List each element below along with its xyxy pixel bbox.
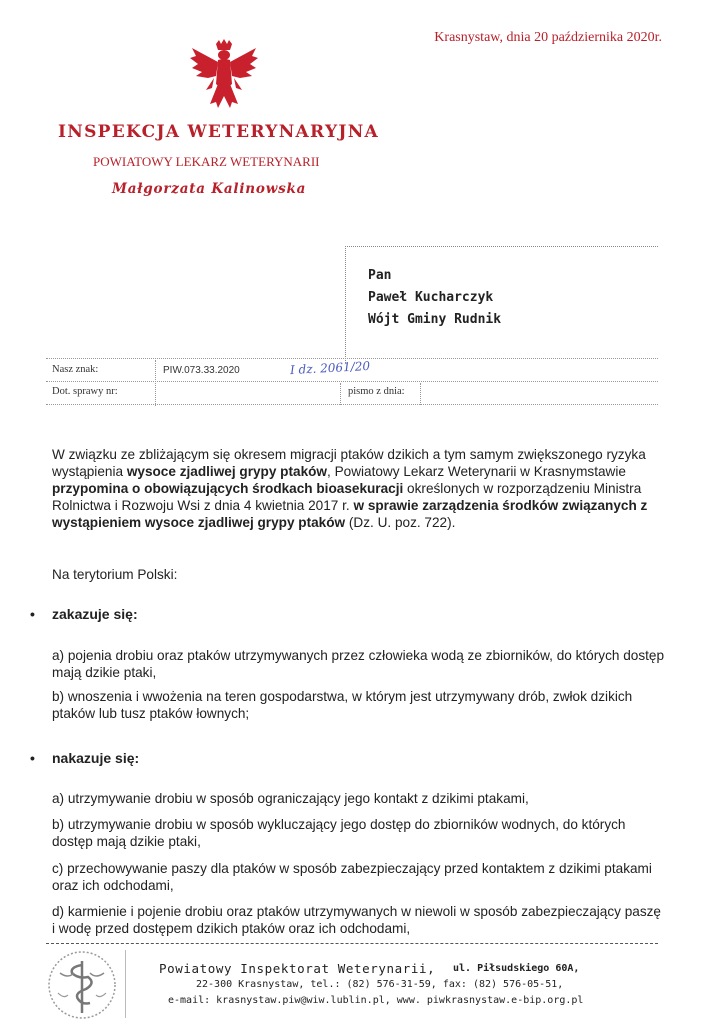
footer-separator bbox=[125, 950, 126, 1018]
order-item: b) utrzymywanie drobiu w sposób wykluczający jego dostęp do zbiorników wodnych, do których dostęp mają dzikie ptaki, bbox=[52, 817, 626, 849]
letter-date: Krasnystaw, dnia 20 października 2020r. bbox=[434, 30, 662, 45]
institution-name: INSPEKCJA WETERYNARYJNA bbox=[58, 122, 380, 142]
case-number-label: Dot. sprawy nr: bbox=[52, 386, 118, 397]
bullet-icon: • bbox=[30, 750, 35, 766]
official-name: Małgorzata Kalinowska bbox=[112, 181, 307, 197]
prohibition-item: b) wnoszenia i wwożenia na teren gospodarstwa, w którym jest utrzymywany drób, zwłok dzikich ptaków lub tusz ptaków łownych; bbox=[52, 689, 633, 721]
addressee-title: Wójt Gminy Rudnik bbox=[368, 312, 502, 327]
footer-contact: 22-300 Krasnystaw, tel.: (82) 576-31-59, fax: (82) 576-05-51, bbox=[196, 979, 564, 990]
addressee-name: Paweł Kucharczyk bbox=[368, 290, 494, 305]
meta-col-divider bbox=[155, 360, 156, 406]
addressee-salutation: Pan bbox=[368, 268, 392, 283]
polish-eagle-emblem-icon bbox=[188, 38, 260, 118]
footer-org: Powiatowy Inspektorat Weterynarii, bbox=[159, 961, 436, 976]
meta-divider bbox=[46, 381, 658, 382]
meta-col-divider bbox=[420, 383, 421, 405]
order-item: c) przechowywanie paszy dla ptaków w sposób zabezpieczający przed kontaktem z dzikimi ptakami oraz ich odchodami, bbox=[52, 861, 652, 893]
handwritten-registry-note: I dz. 2061/20 bbox=[289, 358, 371, 378]
intro-paragraph: W związku ze zbliżającym się okresem migracji ptaków dzikich a tym samym zwiększonego ryzyka wystąpienia wysoce zjadliwej grypy ptaków, Powiatowy Lekarz Weterynarii w Krasnymstawie przypomina o obowiązujących środkach bioasekuracji określonych w rozporządzeniu Ministra Rolnictwa i Rozwoju Wsi z dnia 4 kwietnia 2017 r. w sprawie zarządzenia środków związanych z wystąpieniem wysoce zjadliwej grypy ptaków (Dz. U. poz. 722). bbox=[52, 447, 648, 530]
order-item: a) utrzymywanie drobiu w sposób ograniczający jego kontakt z dzikimi ptakami, bbox=[52, 791, 529, 806]
footer-divider bbox=[46, 943, 658, 944]
orders-heading: nakazuje się: bbox=[52, 750, 140, 766]
footer-street: ul. Piłsudskiego 60A, bbox=[453, 963, 580, 974]
prohibition-item: a) pojenia drobiu oraz ptaków utrzymywanych przez człowieka wodą ze zbiorników, do których dostęp mają dzikie ptaki, bbox=[52, 648, 665, 680]
official-role: POWIATOWY LEKARZ WETERYNARII bbox=[93, 154, 320, 169]
order-item: d) karmienie i pojenie drobiu oraz ptaków utrzymywanych w niewoli w sposób zabezpieczający paszę i wodę przed dostępem dzikich ptaków oraz ich odchodami, bbox=[52, 904, 661, 936]
meta-col-divider bbox=[340, 383, 341, 405]
our-ref-value: PIW.073.33.2020 bbox=[163, 365, 240, 376]
letter-date-label: pismo z dnia: bbox=[348, 386, 405, 397]
footer-email-web: e-mail: krasnystaw.piw@wiw.lublin.pl, www. piwkrasnystaw.e-bip.org.pl bbox=[168, 995, 584, 1006]
territory-line: Na terytorium Polski: bbox=[52, 567, 178, 582]
meta-divider bbox=[46, 404, 658, 405]
prohibits-heading: zakazuje się: bbox=[52, 606, 138, 622]
bullet-icon: • bbox=[30, 606, 35, 622]
our-ref-label: Nasz znak: bbox=[52, 364, 99, 375]
veterinary-caduceus-logo-icon bbox=[46, 949, 118, 1021]
